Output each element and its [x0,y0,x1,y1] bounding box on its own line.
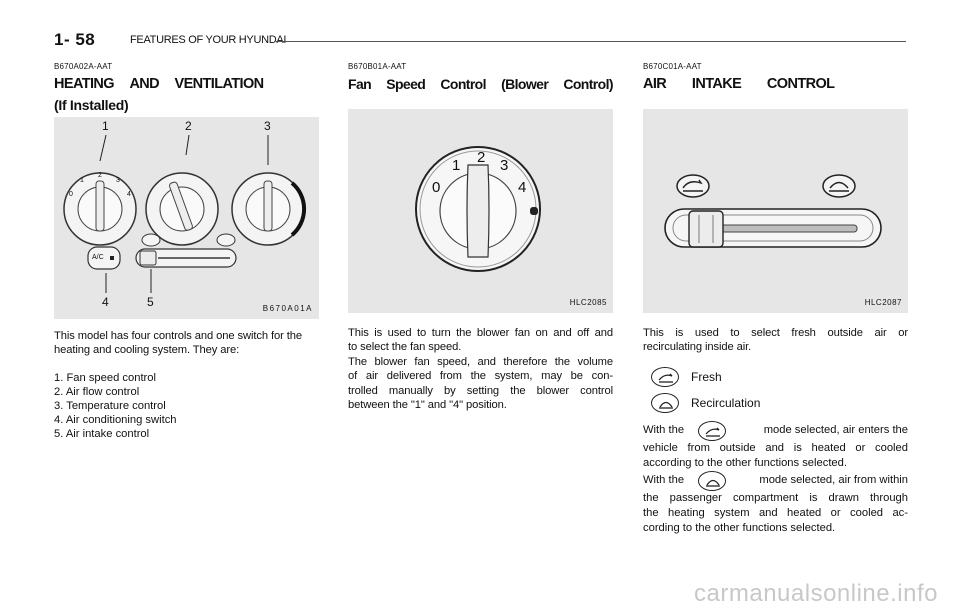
header-rule [276,41,906,42]
recirculation-icon [698,471,726,491]
heading-word: INTAKE [691,76,742,92]
section-code: B670C01A-AAT [643,62,702,71]
callout-5: 5 [147,295,154,309]
fresh-air-icon [651,367,679,387]
text-line: of air delivered from the system, may be con- [348,370,613,383]
heading-word: Control [440,76,486,92]
recirculation-mode-row [643,393,908,413]
fan-dial-number: 1 [80,177,84,184]
list-item: 2. Air flow control [54,386,140,399]
heading-word: HEATING [54,76,114,92]
section-title: FEATURES OF YOUR HYUNDAI [130,34,287,46]
fan-dial-number: 0 [432,179,441,196]
fresh-air-icon [698,421,726,441]
text-line: The blower fan speed, and therefore the volume [348,355,613,368]
list-item: 5. Air intake control [54,428,150,441]
air-intake-section [643,62,908,536]
text-line [643,421,908,441]
heading-word: CONTROL [766,76,835,92]
heating-intro: This model has four controls and one switch for the heating and cooling system. They are: [54,330,302,357]
callout-2: 2 [185,119,192,133]
text-line: This is used to select fresh outside air or [643,327,908,339]
controls-list [54,371,319,441]
text-line: vehicle from outside and is heated or cooled [643,441,908,454]
section-heading [54,75,319,94]
fan-speed-knob-figure [348,109,613,313]
page-header [54,30,906,54]
fan-description [348,326,613,412]
text-line: This is used to turn the blower fan on and off and [348,327,613,339]
heading-word: AND [129,76,160,92]
text-fragment: With the [643,474,685,487]
fan-dial-number: 2 [477,149,486,166]
list-item: 4. Air conditioning switch [54,414,177,427]
intake-slider-drawing [643,109,908,313]
fan-dial-number: 3 [116,177,120,184]
fan-dial-number: 4 [518,179,527,196]
section-code: B670A02A-AAT [54,62,113,71]
text-line: cording to the other functions selected. [643,521,836,534]
text-line: recirculating inside air. [643,341,752,354]
fan-dial-number: 1 [452,157,461,174]
text-fragment: With the [643,424,685,437]
section-heading [643,75,908,94]
text-line: between the "1" and "4" position. [348,399,507,412]
section-subtitle: (If Installed) [54,97,129,113]
text-line: the passenger compartment is drawn through [643,491,908,504]
air-intake-slider-figure [643,109,908,313]
callout-1: 1 [102,119,109,133]
intake-intro [643,326,908,355]
text-fragment: mode selected, air from within [759,474,908,487]
section-code: B670B01A-AAT [348,62,407,71]
ac-button-label: A/C [92,254,104,261]
heading-word: Speed [386,76,426,92]
mode-descriptions [643,421,908,536]
fan-dial-number: 4 [127,191,131,198]
list-item: 1. Fan speed control [54,372,156,385]
fan-dial-number: 3 [500,157,509,174]
figure-code: HLC2085 [569,298,607,307]
fan-dial-number: 0 [69,191,73,198]
text-line: according to the other functions selected. [643,456,847,469]
text-line: the heating system and heated or cooled ac- [643,506,908,519]
fan-speed-section [348,62,613,412]
text-line: trolled manually by setting the blower control [348,384,613,397]
figure-code: B670A01A [262,304,313,313]
heading-word: AIR [643,76,667,92]
watermark[interactable]: carmanualsonline.info [694,580,938,607]
recirculation-icon [651,393,679,413]
section-heading [348,75,613,94]
fresh-mode-row [643,367,908,387]
text-line [643,471,908,491]
text-line: to select the fan speed. [348,341,462,354]
heading-word: Control) [563,76,613,92]
list-item: 3. Temperature control [54,400,166,413]
fan-dial-number: 2 [98,172,102,179]
heater-control-panel-figure [54,117,319,319]
heater-panel-drawing [54,117,319,319]
text-fragment: mode selected, air enters the [763,424,908,437]
recirculation-mode-label: Recirculation [691,395,761,410]
fan-knob-drawing [348,109,613,313]
heading-word: Fan [348,76,372,92]
callout-4: 4 [102,295,109,309]
callout-3: 3 [264,119,271,133]
heading-word: (Blower [501,76,549,92]
page-number: 1- 58 [54,30,96,49]
heading-word: VENTILATION [174,76,264,92]
figure-code: HLC2087 [864,298,902,307]
fresh-mode-label: Fresh [691,369,722,384]
heating-ventilation-section [54,62,319,441]
